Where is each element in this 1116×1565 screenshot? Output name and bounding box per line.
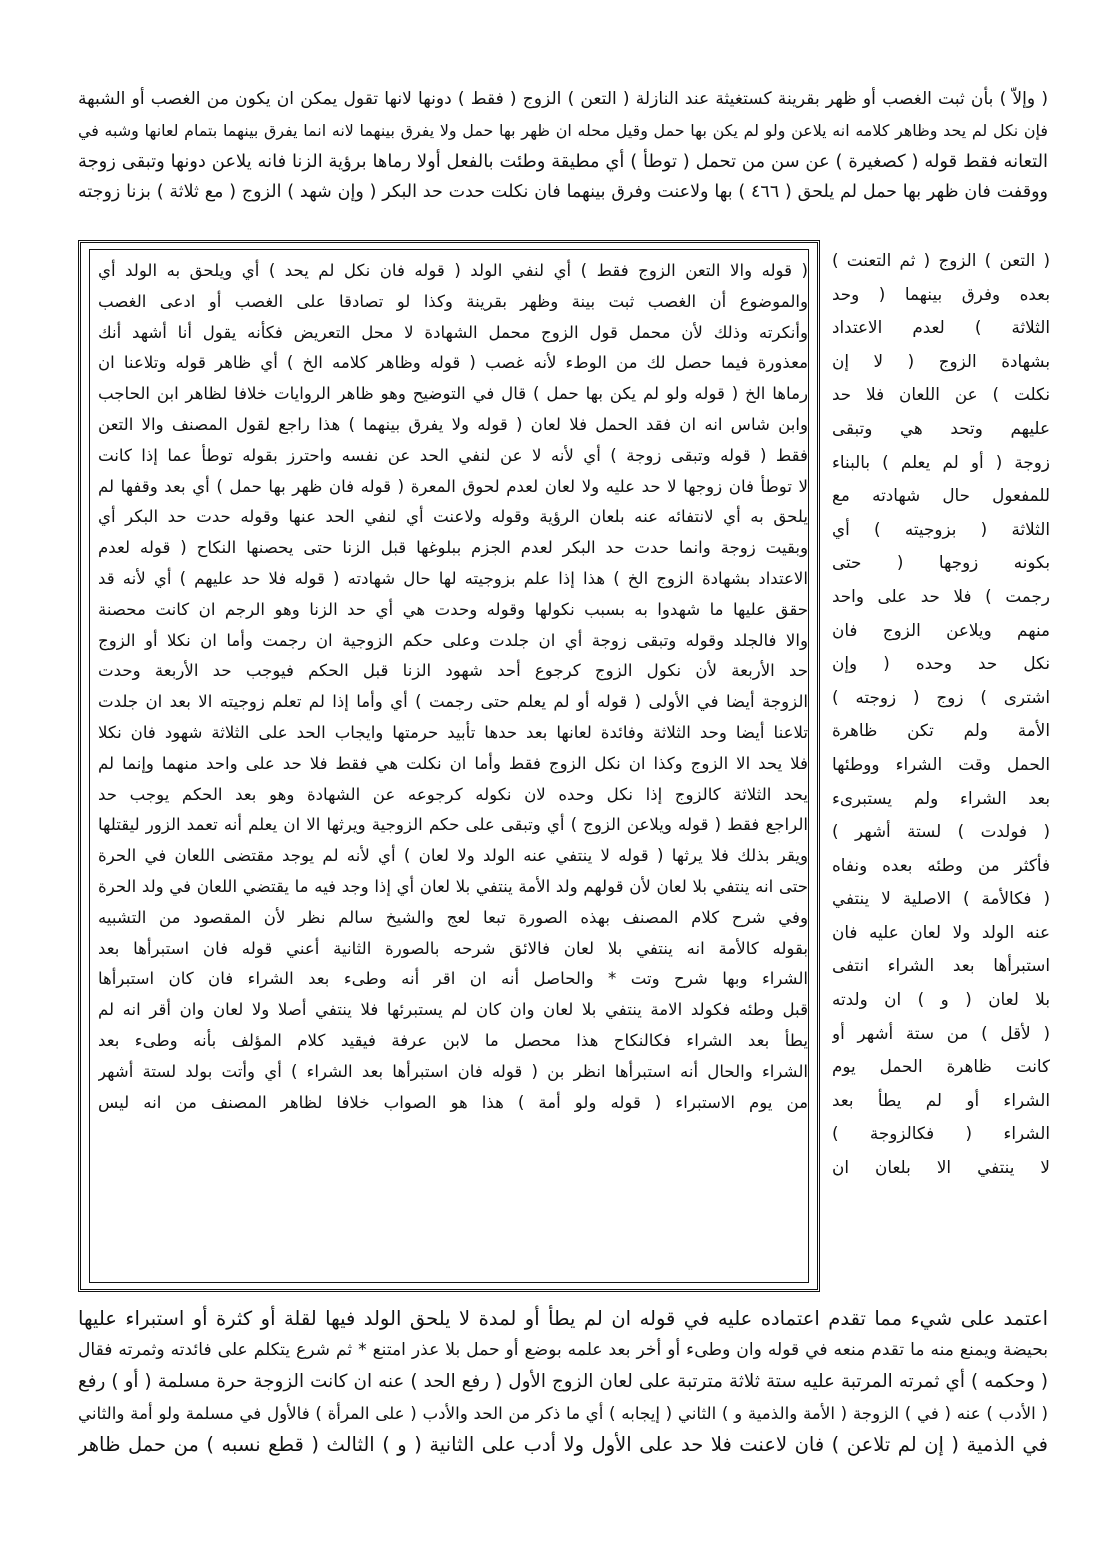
commentary-line: الزوجة أيضا في الأولى ( قوله أو لم يعلم حتى رجمت ) أي وأما إذا لم تعلم زوجيته الا بعد ان جلدت	[98, 692, 808, 712]
commentary-line: يلحق به أي لانتفائه عنه بلعان الرؤية وقوله ولاعنت أي لنفي الحد عنها وقوله حدت حد البكر أي	[98, 507, 808, 527]
side-line: استبرأها بعد الشراء انتفى	[832, 955, 1050, 976]
commentary-line: وبقيت زوجة وانما حدت حد البكر لعدم الجزم ببلوغها قبل الزنا حتى يحصنها النكاح ( قوله لعدم	[98, 538, 808, 558]
commentary-line: والا فالجلد وقوله وتبقى زوجة أي ان جلدت وعلى حكم الزوجية ان رجمت وأما ان نكلا أو الزوج	[98, 630, 808, 650]
side-line: بلا لعان ( و ) ان ولدته	[832, 989, 1050, 1010]
commentary-line: الشراء وبها شرح وتت * والحاصل أنه ان اقر أنه وطىء بعد الشراء فان كان استبرأها	[98, 969, 808, 989]
side-line: الأمة ولم تكن ظاهرة	[832, 720, 1050, 741]
side-line: ( التعن ) الزوج ( ثم التعنت )	[832, 250, 1050, 270]
side-line: الثلاثة ) لعدم الاعتداد	[832, 317, 1050, 338]
side-line: ( لأقل ) من ستة أشهر أو	[832, 1022, 1050, 1043]
side-line: منهم ويلاعن الزوج فان	[832, 619, 1050, 640]
text-line: ( وإلاّ ) بأن ثبت الغصب أو ظهر بقرينة كستغيثة عند النازلة ( التعن ) الزوج ( فقط ) دونها لانها تقول يمكن ان يكون من الغصب أو الشبهة	[78, 89, 1048, 109]
side-line: نكلت ) عن اللعان فلا حد	[832, 384, 1050, 405]
side-line: ( فولدت ) لستة أشهر )	[832, 821, 1050, 842]
text-line: فإن نكل لم يحد وظاهر كلامه انه يلاعن ولو لم يكن بها حمل وقيل محله ان ظهر بها حمل ولا يفرق بينهما لانه انما يفرق بينهما بتمام لعانها وشبه في	[78, 121, 1048, 140]
side-line: بكونه زوجها ( حتى	[832, 552, 1050, 573]
commentary-line: تلاعنا أيضا وحد الثلاثة وفائدة لعانها بعد حدها تأبيد حرمتها وايجاب الحد على الثلاثة شهود فان نكلا	[98, 722, 808, 742]
commentary-text	[98, 256, 808, 1118]
side-line: عنه الولد ولا لعان عليه فان	[832, 921, 1050, 942]
commentary-line: والموضوع أن الغصب ثبت بينة وظهر بقرينة وكذا لو تصادقا على الغصب أو ادعى الغصب	[98, 291, 808, 311]
side-line: بعده وفرق بينهما ( وحد	[832, 283, 1050, 304]
commentary-line: ويقر بذلك فلا يرثها ( قوله لا ينتفي عنه الولد ولا لعان ) أي لأنه لم يوجد مقتضى اللعان في الحرة	[98, 846, 808, 866]
commentary-line: من يوم الاستبراء ( قوله ولو أمة ) هذا هو الصواب خلافا لظاهر المصنف من انه ليس	[98, 1092, 808, 1112]
side-line: بشهادة الزوج ( لا إن	[832, 350, 1050, 371]
commentary-line: حقق عليها ما شهدوا به بسبب نكولها وقوله وحدت هي أي حد الزنا وهو الرجم ان كانت محصنة	[98, 599, 808, 619]
commentary-line: يحد الثلاثة كالزوج إذا نكل وحده لان نكوله كرجوعه عن الشهادة وهو بعد الحكم يوجب حد	[98, 784, 808, 804]
text-line: اعتمد على شيء مما تقدم اعتماده عليه في قوله ان لم يطأ أو لمدة لا يلحق الولد فيها لقلة أو كثرة أو استبراء عليها	[78, 1307, 1048, 1330]
commentary-line: ( قوله والا التعن الزوج فقط ) أي لنفي الولد ( قوله فان نكل لم يحد ) أي ويلحق به الولد أي	[98, 261, 808, 280]
commentary-line: الشراء والحال أنه استبرأها انظر بن ( قوله فان استبرأها بعد الشراء ) أي وأتت بولد لستة أشهر	[98, 1061, 808, 1081]
side-line: كانت ظاهرة الحمل يوم	[832, 1056, 1050, 1077]
commentary-line: معذورة فيما حصل لك من الوطء لأنه غصب ( قوله وظاهر كلامه الخ ) أي ظاهر قوله وتلاعنا ان	[98, 353, 808, 373]
side-line: بعد الشراء ولم يستبرىء	[832, 787, 1050, 808]
commentary-line: الراجع فقط ( قوله ويلاعن الزوج ) أي وتبقى على حكم الزوجية ويرثها الا ان يعلم أنه تعمد الزور ليقتلها	[98, 815, 808, 835]
main-text-side-column	[832, 244, 1050, 1185]
commentary-line: فلا يحد الا الزوج وكذا ان نكل الزوج فقط وأما ان نكلت هي فقط فلا حد على واحد منهما وإنما لم	[98, 753, 808, 773]
main-text-top	[78, 84, 1048, 208]
commentary-line: قبل وطئه فكولد الامة ينتفي بلا لعان وان كان لم يستبرئها فلا ينتفي أصلا ولا لعان وان أقر انه لم	[98, 1000, 808, 1020]
side-line: فأكثر من وطئه بعده ونفاه	[832, 854, 1050, 875]
commentary-line: حتى انه ينتفي بلا لعان لأن قولهم ولد الأمة ينتفي بلا لعان أي إذا وجد فيه ما يقتضي اللعان في ولد الحرة	[98, 876, 808, 896]
side-line: لا ينتفي الا بلعان ان	[832, 1157, 1050, 1178]
side-line: رجمت ) فلا حد على واحد	[832, 585, 1050, 606]
text-line: التعانه فقط قوله ( كصغيرة ) عن سن من تحمل ( توطأ ) أي مطيقة وطئت بالفعل أولا رماها برؤية الزنا فانه يلاعن دونها وتبقى زوجة	[78, 151, 1048, 172]
commentary-line: رماها الخ ( قوله ولو لم يكن بها حمل ) قال في التوضيح وهو ظاهر الروايات خلافا لظاهر ابن الحاجب	[98, 384, 808, 404]
commentary-line: حد الأربعة لأن نكول الزوج كرجوع أحد شهود الزنا قبل الحكم فيوجب حد الأربعة وحدت	[98, 661, 808, 681]
side-line: الثلاثة ( بزوجيته ) أي	[832, 518, 1050, 539]
text-line: في الذمية ( إن لم تلاعن ) فان لاعنت فلا حد على الأول ولا أدب على الثانية ( و ) الثالث ( قطع نسبه ) من حمل ظاهر	[78, 1433, 1048, 1456]
commentary-line: وأنكرته وذلك لأن محمل قول الزوج محمل الشهادة لا محل التعريض فكأنه يقول أنا أشهد أنك	[98, 322, 808, 342]
side-line: ( فكالأمة ) الاصلية لا ينتفي	[832, 888, 1050, 909]
commentary-line: يطأ بعد الشراء فكالنكاح هذا محصل ما لابن عرفة فيقيد كلام المؤلف بأنه وطىء بعد	[98, 1030, 808, 1050]
commentary-line: وفي شرح كلام المصنف بهذه الصورة تبعا لعج والشيخ سالم نظر لأن المقصود من التشبيه	[98, 907, 808, 927]
side-line: عليهم وتحد هي وتبقى	[832, 417, 1050, 438]
text-line: ( وحكمه ) أي ثمرته المرتبة عليه ستة ثلاثة مترتبة على لعان الزوج الأول ( رفع الحد ) عنه ان كانت الزوجة حرة مسلمة ( أو ) رفع	[78, 1371, 1048, 1392]
side-line: نكل حد وحده ( وإن	[832, 653, 1050, 674]
side-line: الشراء ( فكالزوجة )	[832, 1123, 1050, 1144]
text-line: ووقفت فان ظهر بها حمل لم يلحق ( ٤٦٦ ) بها ولاعنت وفرق بينهما فان نكلت حدت حد البكر ( وإن شهد ) الزوج ( مع ثلاثة ) بزنا زوجته	[78, 182, 1048, 202]
side-line: للمفعول حال شهادته مع	[832, 485, 1050, 506]
commentary-line: فقط ( قوله وتبقى زوجة ) أي لأنه لا عن لنفي الحد عن نفسه واحترز بقوله توطأ عما إذا كانت	[98, 445, 808, 465]
commentary-line: لا توطأ فان زوجها لا حد عليه ولا لعان لعدم لحوق المعرة ( قوله فان ظهر بها حمل ) أي بعد وقفها لم	[98, 476, 808, 496]
side-line: اشترى ) زوج ( زوجته )	[832, 686, 1050, 707]
main-text-bottom	[78, 1303, 1048, 1461]
side-line: الشراء أو لم يطأ بعد	[832, 1089, 1050, 1110]
commentary-line: وابن شاس انه ان فقد الحمل فلا لعان ( قوله ولا يفرق بينهما ) هذا راجع لقول المصنف والا التعن	[98, 414, 808, 434]
text-line: بحيضة ويمنع منه ما تقدم منعه في قوله وان وطىء أو أخر بعد علمه بوضع أو حمل بلا عذر امتنع * ثم شرع يتكلم على فائدته وثمرته فقال	[78, 1339, 1048, 1360]
side-line: الحمل وقت الشراء ووطئها	[832, 753, 1050, 774]
commentary-line: بقوله كالأمة انه ينتفي بلا لعان فالائق شرحه بالصورة الثانية أعني قوله فان استبرأها بعد	[98, 938, 808, 958]
side-line: زوجة ( أو لم يعلم ) بالبناء	[832, 451, 1050, 472]
commentary-line: الاعتداد بشهادة الزوج الخ ) هذا إذا علم بزوجيته لها حال شهادته ( قوله فلا حد عليهم ) أي لأنه قد	[98, 568, 808, 588]
text-line: ( الأدب ) عنه ( في ) الزوجة ( الأمة والذمية و ) الثاني ( إيجابه ) أي ما ذكر من الحد والأدب ( على المرأة ) فالأول في مسلمة ولو أمة والثاني	[78, 1402, 1048, 1423]
